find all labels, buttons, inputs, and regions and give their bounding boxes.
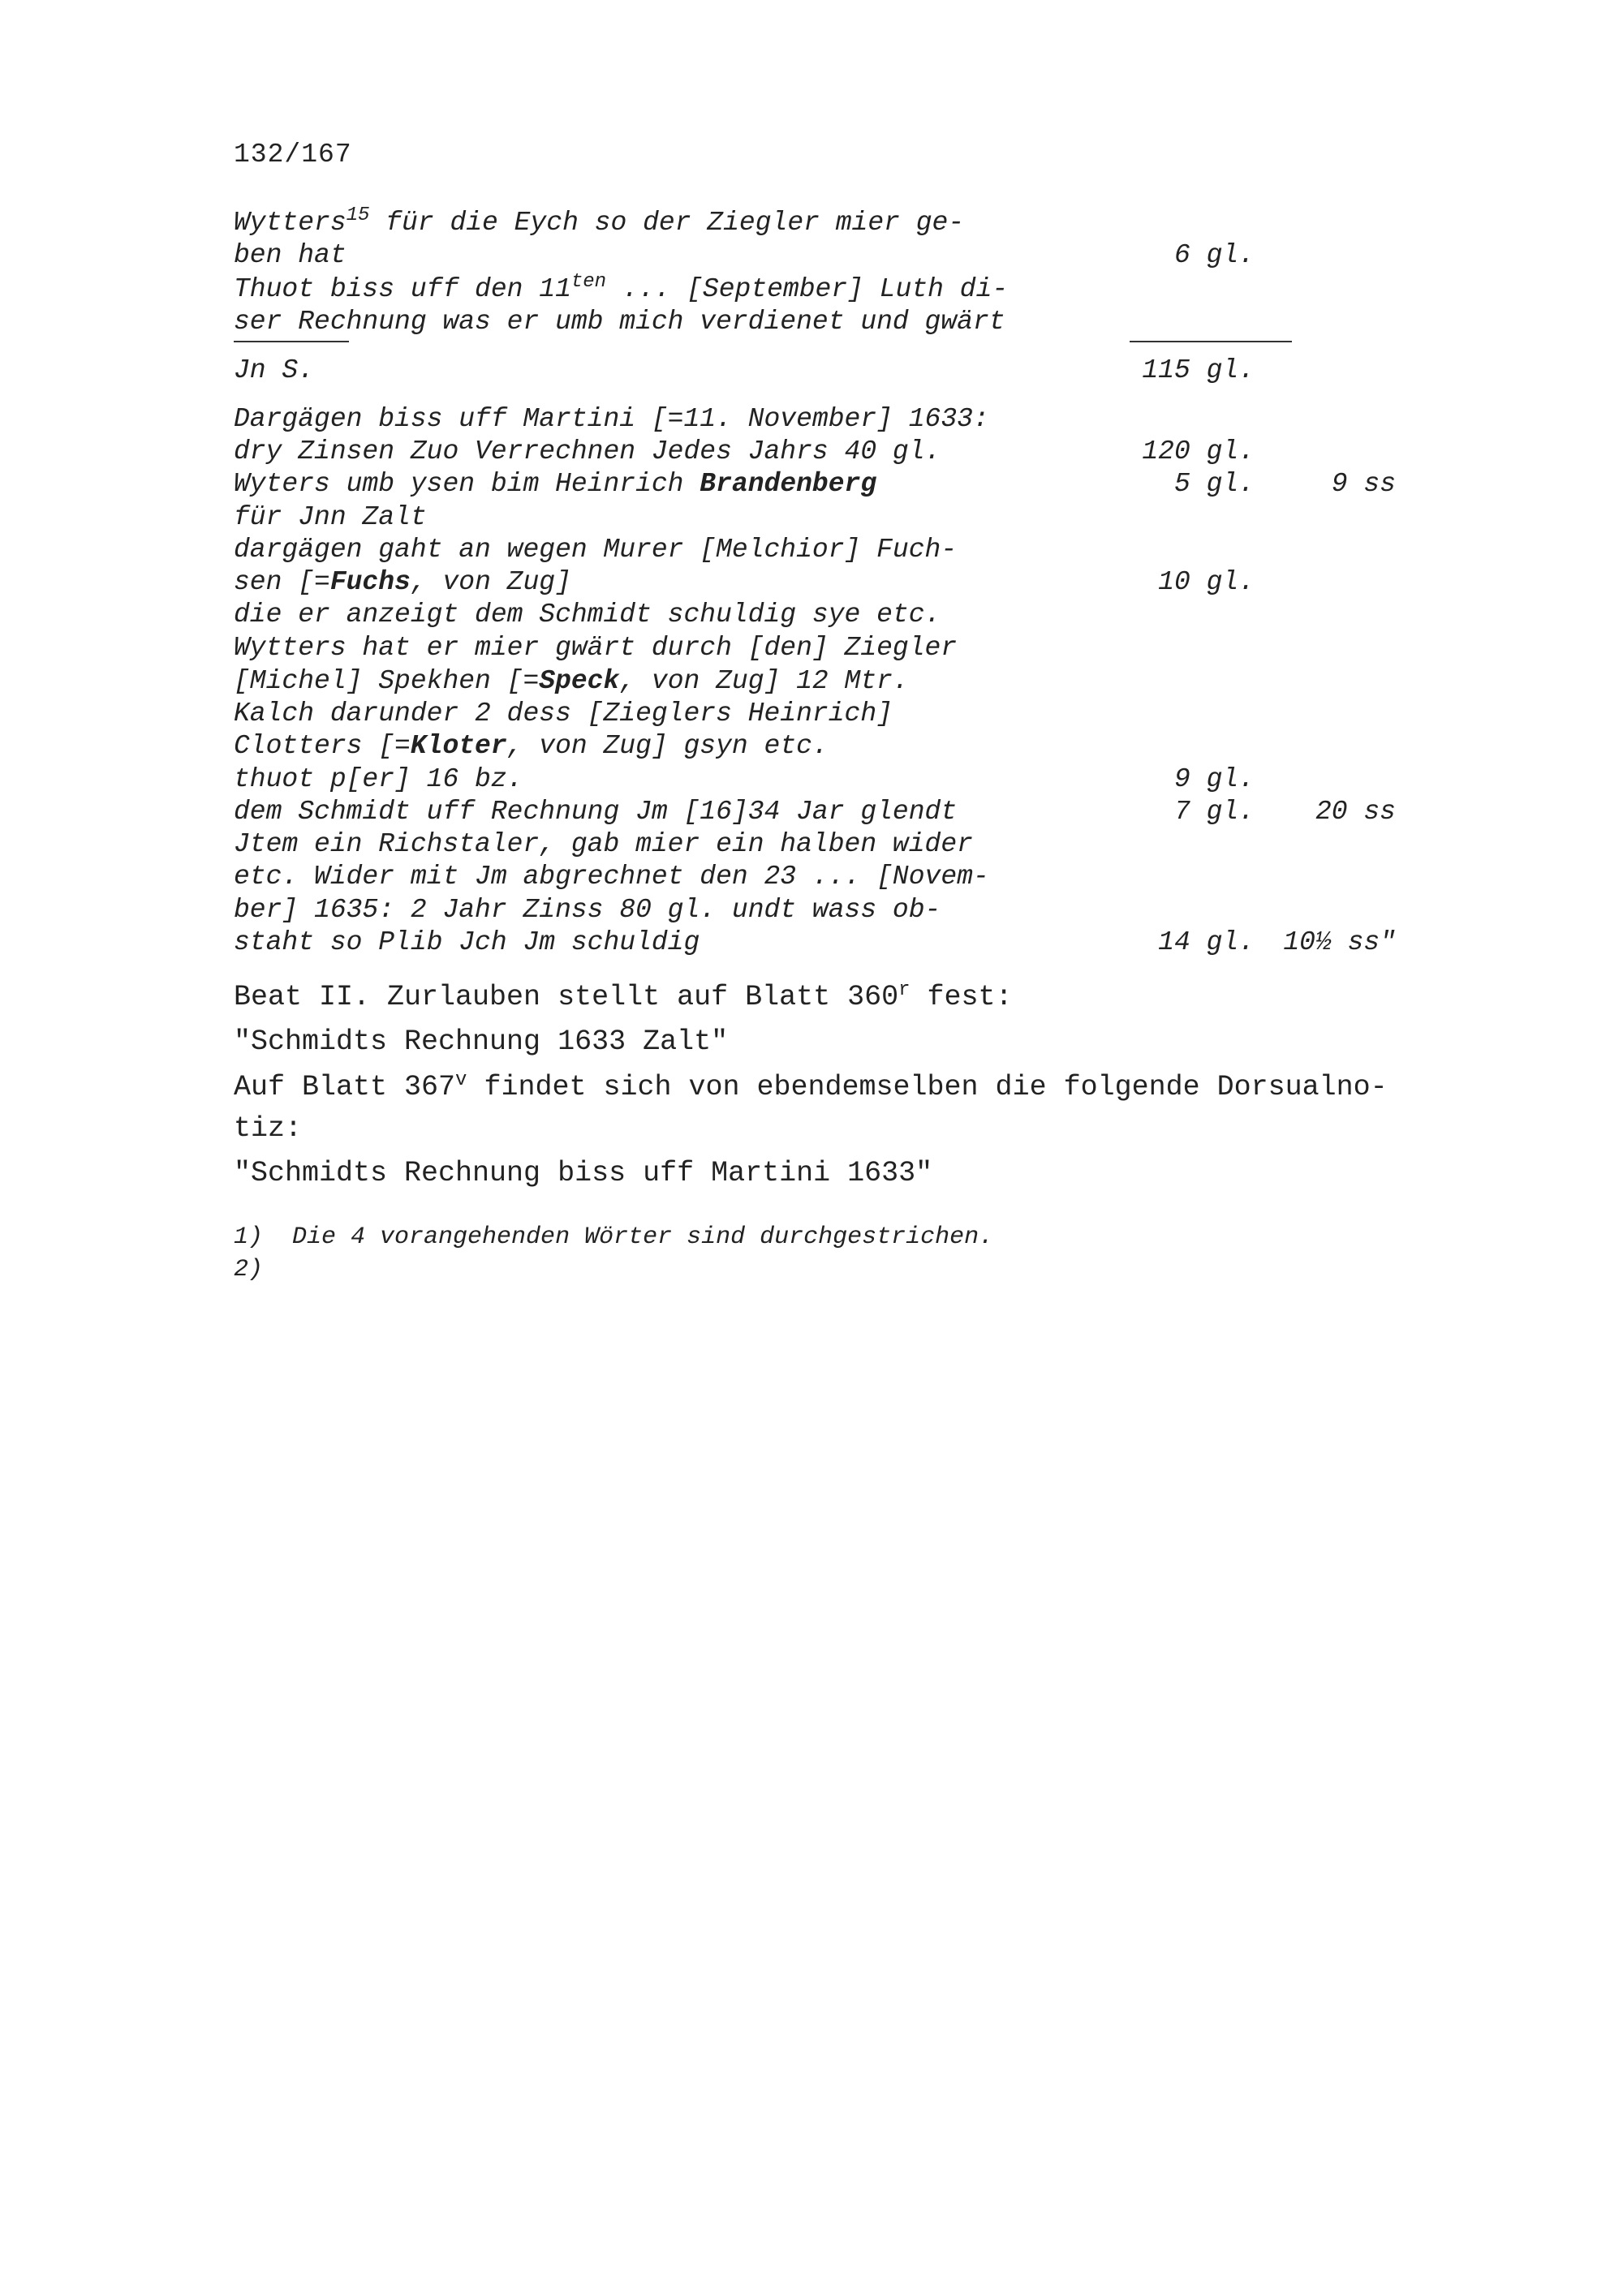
text-run: Jn S. (234, 355, 315, 385)
text-run: Beat II. Zurlauben stellt auf Blatt 360 (234, 981, 899, 1013)
text-run: Thuot biss uff den 11 (234, 274, 571, 304)
text-run: ser Rechnung was er umb mich verdienet und gwärt (234, 307, 1005, 337)
entry-line (234, 828, 973, 861)
entry-line (234, 796, 957, 828)
amount-gulden: 9 gl. (1173, 764, 1255, 794)
entry-line (234, 501, 427, 534)
amount-gulden: 115 gl. (1142, 355, 1255, 385)
text-run: Kalch darunder 2 dess [Zieglers Heinrich] (234, 699, 893, 729)
entry-line (234, 566, 571, 599)
text-run: "Schmidts Rechnung 1633 Zalt" (234, 1025, 729, 1058)
entry-line (234, 632, 957, 664)
entry-line (234, 534, 957, 566)
entry-line (234, 894, 941, 927)
text-run: "Schmidts Rechnung biss uff Martini 1633" (234, 1157, 933, 1189)
person-name: Fuchs (329, 567, 411, 597)
text-run: sen [= (234, 567, 330, 597)
amount-gulden: 6 gl. (1173, 240, 1255, 270)
superscript: r (898, 979, 911, 1001)
entry-line (234, 599, 941, 631)
person-name: Speck (539, 666, 620, 696)
text-run: Wytters (234, 208, 347, 238)
entry-line (234, 468, 876, 501)
commentary-line (234, 1071, 1388, 1103)
text-run: dargägen gaht an wegen Murer [Melchior] Fuch- (234, 535, 958, 565)
text-run: für die Eych so der Ziegler mier ge- (369, 208, 965, 238)
entry-line (234, 730, 829, 763)
commentary-line (234, 1025, 728, 1058)
entry-line (234, 273, 1008, 306)
amount-gulden: 10 gl. (1158, 567, 1255, 597)
amount-schilling: 9 ss (1331, 469, 1396, 499)
entry-line (234, 763, 523, 796)
amount-gulden: 5 gl. (1173, 469, 1255, 499)
entry-line (234, 355, 314, 387)
text-run: staht so Plib Jch Jm schuldig (234, 927, 700, 957)
text-run: etc. Wider mit Jm abgrechnet den 23 ... [Novem- (234, 862, 989, 892)
text-run: [Michel] Spekhen [= (234, 666, 540, 696)
text-run: Jtem ein Richstaler, gab mier ein halben wider (234, 829, 973, 859)
subtotal-rule-left (234, 341, 349, 342)
entry-line (234, 927, 700, 959)
footnote: 2) (234, 1256, 264, 1283)
entry-line (234, 861, 989, 893)
amount-schilling: 10½ ss" (1283, 927, 1396, 957)
amount-gulden: 14 gl. (1158, 927, 1255, 957)
text-run: , von Zug] (410, 567, 571, 597)
amount-gulden: 120 gl. (1142, 436, 1255, 467)
text-run: ber] 1635: 2 Jahr Zinss 80 gl. undt wass ob- (234, 895, 941, 925)
person-name: Kloter (410, 731, 507, 761)
commentary-line (234, 981, 1013, 1013)
text-run: Dargägen biss uff Martini [=11. November] 1633: (234, 404, 989, 434)
entry-line (234, 665, 909, 698)
text-run: ben hat (234, 240, 347, 270)
text-run: Auf Blatt 367 (234, 1071, 456, 1103)
superscript: v (455, 1069, 467, 1091)
text-run: Clotters [= (234, 731, 411, 761)
text-run: , von Zug] gsyn etc. (506, 731, 829, 761)
commentary-line (234, 1112, 302, 1145)
entry-line (234, 403, 989, 436)
entry-line (234, 698, 893, 730)
page-number: 132/167 (234, 140, 352, 170)
amount-gulden: 7 gl. (1173, 797, 1255, 827)
text-run: dry Zinsen Zuo Verrechnen Jedes Jahrs 40 gl. (234, 436, 941, 467)
subtotal-rule-right (1130, 341, 1292, 342)
text-run: findet sich von ebendemselben die folgende Dorsualno- (467, 1071, 1388, 1103)
text-run: , von Zug] 12 Mtr. (619, 666, 909, 696)
commentary-line (234, 1157, 932, 1189)
entry-line (234, 239, 347, 272)
amount-schilling: 20 ss (1315, 797, 1396, 827)
text-run: dem Schmidt uff Rechnung Jm [16]34 Jar glendt (234, 797, 958, 827)
text-run: fest: (910, 981, 1013, 1013)
text-run: Wytters hat er mier gwärt durch [den] Ziegler (234, 633, 958, 663)
superscript: ten (570, 271, 607, 293)
text-run: Wyters umb ysen bim Heinrich (234, 469, 700, 499)
text-run: thuot p[er] 16 bz. (234, 764, 523, 794)
text-run: für Jnn Zalt (234, 502, 427, 532)
person-name: Brandenberg (700, 469, 877, 499)
footnote: 1) Die 4 vorangehenden Wörter sind durchgestrichen. (234, 1223, 994, 1251)
entry-line (234, 306, 1005, 338)
superscript: 15 (346, 204, 370, 226)
entry-line (234, 436, 941, 468)
text-run: tiz: (234, 1112, 303, 1145)
text-run: ... [September] Luth di- (606, 274, 1009, 304)
entry-line (234, 204, 965, 239)
text-run: die er anzeigt dem Schmidt schuldig sye etc. (234, 600, 941, 630)
